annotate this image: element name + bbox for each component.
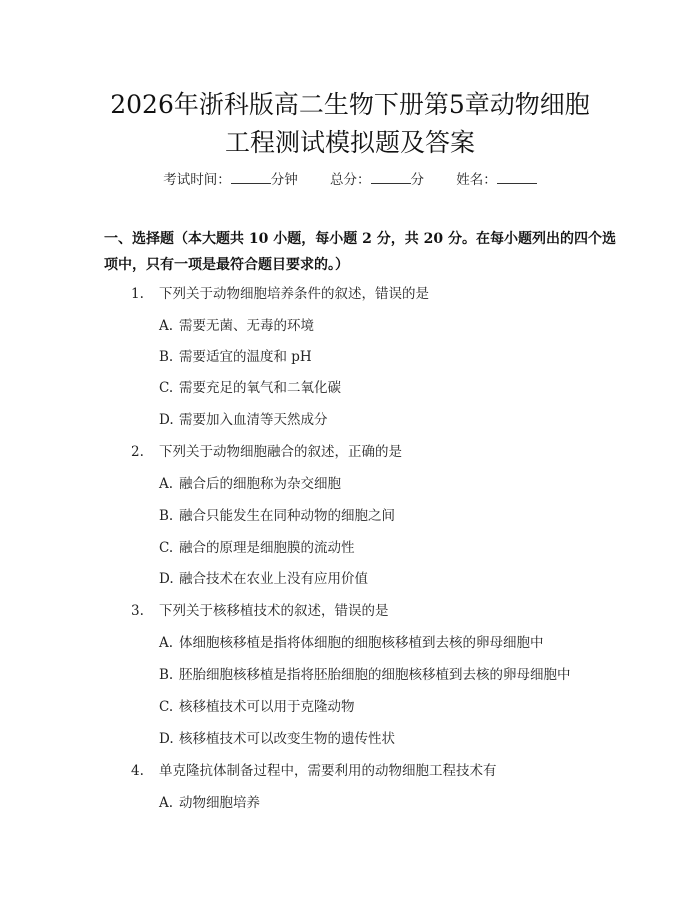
option-text: 融合只能发生在同种动物的细胞之间 [179,508,395,524]
option-text: 融合技术在农业上没有应用价值 [179,571,368,587]
option-text: 核移植技术可以用于克隆动物 [179,699,355,715]
question-3-option-b [159,663,571,683]
option-letter: D. [159,571,174,587]
question-3 [131,599,389,619]
question-number: 1. [131,286,144,302]
section-1-heading-line-2: 项中，只有一项是最符合题目要求的。） [104,257,349,273]
option-letter: A. [159,318,174,334]
question-1-option-a [159,314,314,334]
question-1 [131,282,429,302]
exam-time-label: 考试时间： [163,172,231,188]
option-text: 融合后的细胞称为杂交细胞 [179,476,341,492]
option-text: 核移植技术可以改变生物的遗传性状 [179,731,395,747]
question-2-option-a [159,472,341,492]
option-letter: C. [159,540,174,556]
question-text: 下列关于核移植技术的叙述，错误的是 [159,603,389,619]
question-number: 3. [131,603,144,619]
option-letter: D. [159,412,174,428]
question-text: 单克隆抗体制备过程中，需要利用的动物细胞工程技术有 [159,763,497,779]
section-1-heading-line-1: 一、选择题（本大题共 10 小题，每小题 2 分，共 20 分。在每小题列出的四个选 [104,231,616,247]
option-letter: A. [159,476,174,492]
option-letter: B. [159,667,174,683]
question-3-option-d [159,727,395,747]
question-4-option-a [159,791,260,811]
option-text: 需要无菌、无毒的环境 [179,318,314,334]
question-text: 下列关于动物细胞培养条件的叙述，错误的是 [159,286,429,302]
question-3-option-a [159,631,544,651]
question-4 [131,759,497,779]
option-letter: D. [159,731,174,747]
total-score-label: 总分： [330,172,371,188]
question-1-option-d [159,408,328,428]
option-letter: A. [159,635,174,651]
name-field [456,168,537,188]
question-number: 2. [131,444,144,460]
question-1-option-c [159,376,341,396]
document-title-line-2: 工程测试模拟题及答案 [224,128,475,157]
option-letter: A. [159,795,174,811]
option-text: 需要适宜的温度和 pH [179,349,312,365]
exam-time-field [163,168,298,188]
section-1-heading [104,226,634,278]
question-1-option-b [159,345,312,365]
total-score-unit: 分 [410,172,424,188]
option-text: 动物细胞培养 [179,795,260,811]
question-2-option-d [159,567,368,587]
exam-time-blank [231,171,271,184]
option-text: 胚胎细胞核移植是指将胚胎细胞的细胞核移植到去核的卵母细胞中 [179,667,571,683]
question-2-option-b [159,504,395,524]
question-text: 下列关于动物细胞融合的叙述，正确的是 [159,444,402,460]
option-text: 融合的原理是细胞膜的流动性 [179,540,355,556]
option-text: 需要充足的氧气和二氧化碳 [179,380,341,396]
question-number: 4. [131,763,144,779]
question-2-option-c [159,536,355,556]
document-title-line-1: 2026年浙科版高二生物下册第5章动物细胞 [110,90,590,119]
option-letter: B. [159,508,174,524]
exam-time-unit: 分钟 [270,172,298,188]
option-letter: C. [159,380,174,396]
option-letter: C. [159,699,174,715]
name-blank [497,171,537,184]
name-label: 姓名： [456,172,497,188]
question-2 [131,440,402,460]
option-letter: B. [159,349,174,365]
total-score-field [330,168,424,188]
total-score-blank [371,171,411,184]
question-3-option-c [159,695,355,715]
option-text: 需要加入血清等天然成分 [179,412,328,428]
exam-meta-row [0,168,700,188]
option-text: 体细胞核移植是指将体细胞的细胞核移植到去核的卵母细胞中 [179,635,544,651]
